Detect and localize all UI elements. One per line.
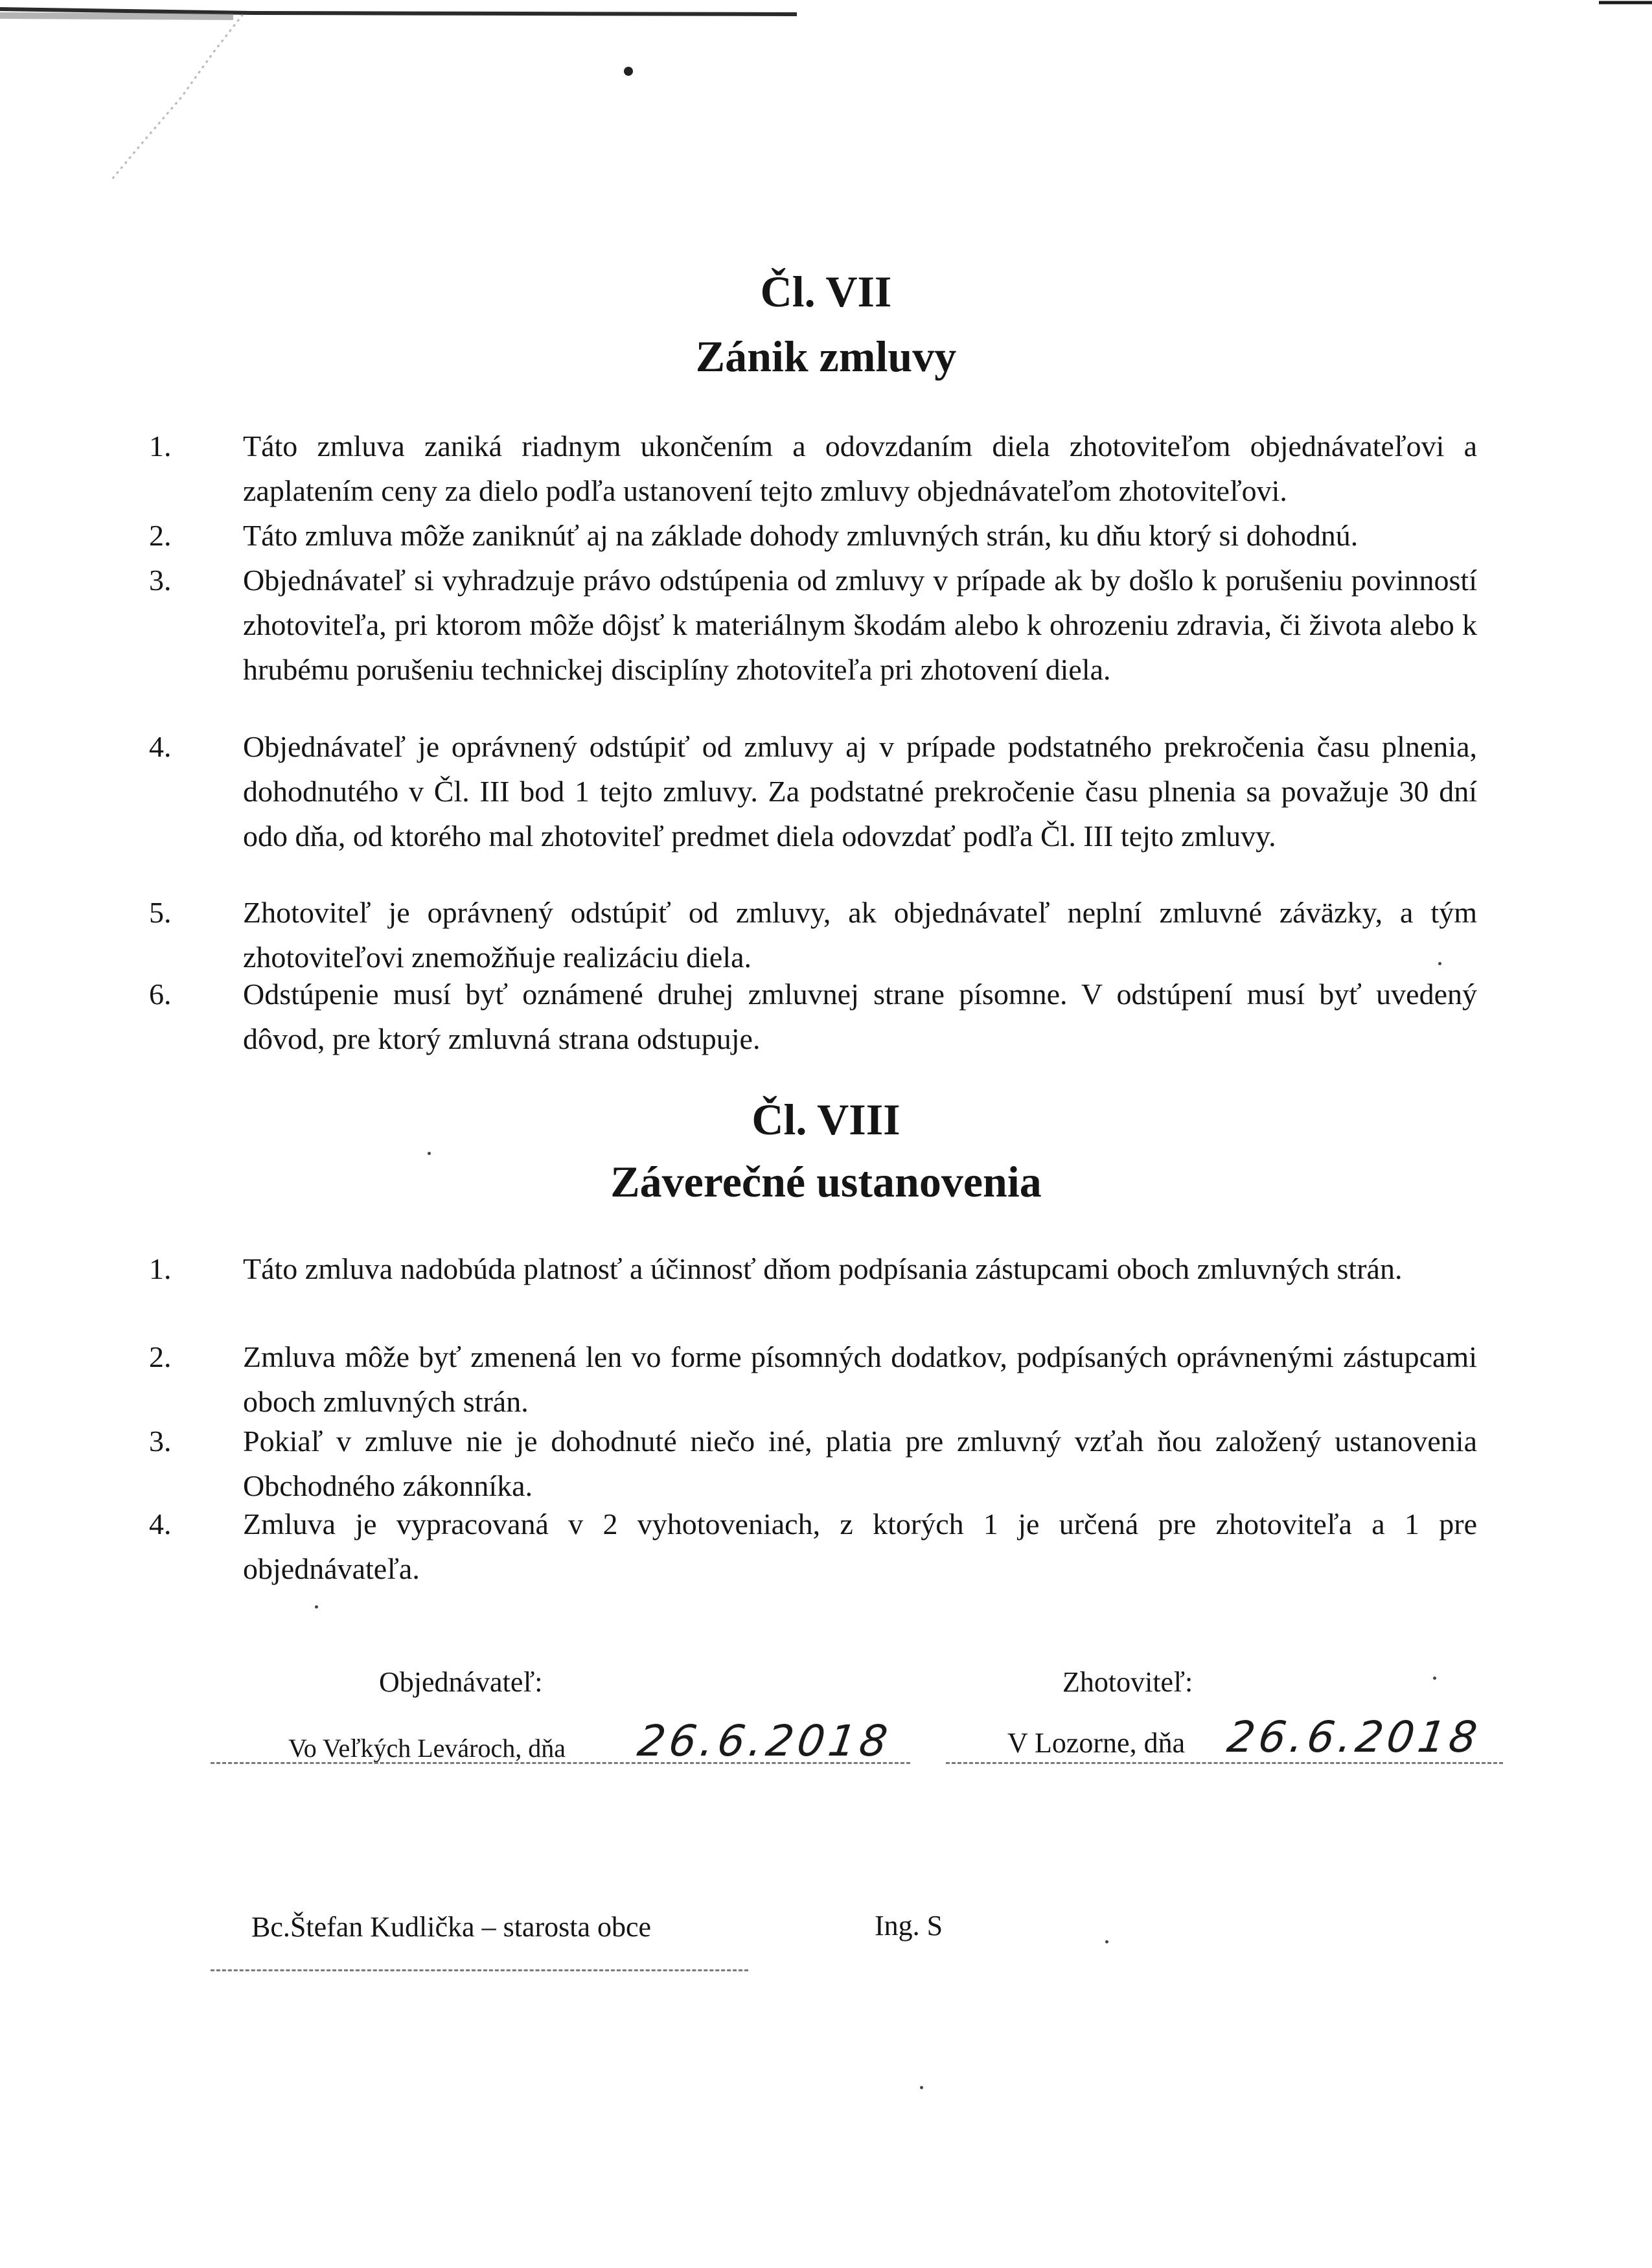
client-handwritten-date: 26.6.2018: [634, 1716, 895, 1766]
contractor-place-date-label: V Lozorne, dňa: [1007, 1727, 1186, 1759]
client-role-label: Objednávateľ:: [379, 1666, 543, 1698]
item-text: Zhotoviteľ je oprávnený odstúpiť od zmluvy, ak objednávateľ neplní zmluvné záväzky, a tým zhotoviteľovi znemožňuje realizáciu diela.: [243, 896, 1477, 974]
item-number: 4.: [149, 1507, 172, 1541]
item-number: 2.: [149, 519, 172, 552]
section-8-number: Čl. VIII: [751, 1095, 901, 1144]
scan-corner-artifact: [0, 0, 1652, 272]
item-number: 3.: [149, 564, 172, 597]
item-text: Zmluva je vypracovaná v 2 vyhotoveniach, z ktorých 1 je určená pre zhotoviteľa a 1 pre objednávateľa.: [243, 1507, 1477, 1585]
item-number: 1.: [149, 1252, 172, 1285]
item-number: 6.: [149, 978, 172, 1011]
item-text: Táto zmluva môže zaniknúť aj na základe dohody zmluvných strán, ku dňu ktorý si dohodnú.: [243, 519, 1359, 552]
contractor-date-line: [946, 1762, 1503, 1764]
item-number: 5.: [149, 896, 172, 929]
item-number: 3.: [149, 1425, 172, 1458]
section-8-title: Záverečné ustanovenia: [610, 1157, 1042, 1206]
item-text: Táto zmluva zaniká riadnym ukončením a odovzdaním diela zhotoviteľom objednávateľovi a zaplatením ceny za dielo podľa ustanovení tejto zmluvy objednávateľom zhotoviteľovi.: [243, 430, 1477, 507]
client-date-line: [211, 1762, 910, 1764]
contractor-signatory: Ing. S: [875, 1910, 943, 1942]
scan-speck: [315, 1605, 318, 1609]
signatory-line: [211, 1969, 748, 1971]
item-text: Pokiaľ v zmluve nie je dohodnuté niečo iné, platia pre zmluvný vzťah ňou založený ustanovenia Obchodného zákonníka.: [243, 1425, 1477, 1502]
item-text: Objednávateľ si vyhradzuje právo odstúpenia od zmluvy v prípade ak by došlo k porušeniu povinností zhotoviteľa, pri ktorom môže dôjsť k materiálnym škodám alebo k ohrozeniu zdravia, či života alebo k hrubému porušeniu technickej disciplíny zhotoviteľa pri zhotovení diela.: [243, 564, 1477, 686]
contractor-role-label: Zhotoviteľ:: [1062, 1666, 1193, 1698]
scan-speck: [1105, 1940, 1108, 1943]
item-number: 4.: [149, 730, 172, 763]
contractor-handwritten-date: 26.6.2018: [1224, 1712, 1484, 1762]
item-text: Odstúpenie musí byť oznámené druhej zmluvnej strane písomne. V odstúpení musí byť uvedený dôvod, pre ktorý zmluvná strana odstupuje.: [243, 978, 1477, 1055]
scan-speck: [428, 1152, 431, 1155]
section-7-number: Čl. VII: [760, 267, 892, 316]
client-place-date-label: Vo Veľkých Levároch, dňa: [288, 1734, 566, 1763]
scan-speck: [1433, 1677, 1436, 1680]
item-number: 1.: [149, 430, 172, 463]
section-7-title: Zánik zmluvy: [695, 332, 957, 381]
client-signatory: Bc.Štefan Kudlička – starosta obce: [251, 1911, 652, 1943]
scan-speck: [1438, 962, 1441, 965]
item-text: Zmluva môže byť zmenená len vo forme písomných dodatkov, podpísaných oprávnenými zástupcami oboch zmluvných strán.: [243, 1340, 1477, 1418]
item-number: 2.: [149, 1340, 172, 1373]
item-text: Objednávateľ je oprávnený odstúpiť od zmluvy aj v prípade podstatného prekročenia času plnenia, dohodnutého v Čl. III bod 1 tejto zmluvy. Za podstatné prekročenie času plnenia sa považuje 30 dní odo dňa, od ktorého mal zhotoviteľ predmet diela odovzdať podľa Čl. III tejto zmluvy.: [243, 730, 1477, 853]
item-text: Táto zmluva nadobúda platnosť a účinnosť dňom podpísania zástupcami oboch zmluvných strán.: [243, 1252, 1403, 1285]
scan-speck: [920, 2086, 923, 2089]
